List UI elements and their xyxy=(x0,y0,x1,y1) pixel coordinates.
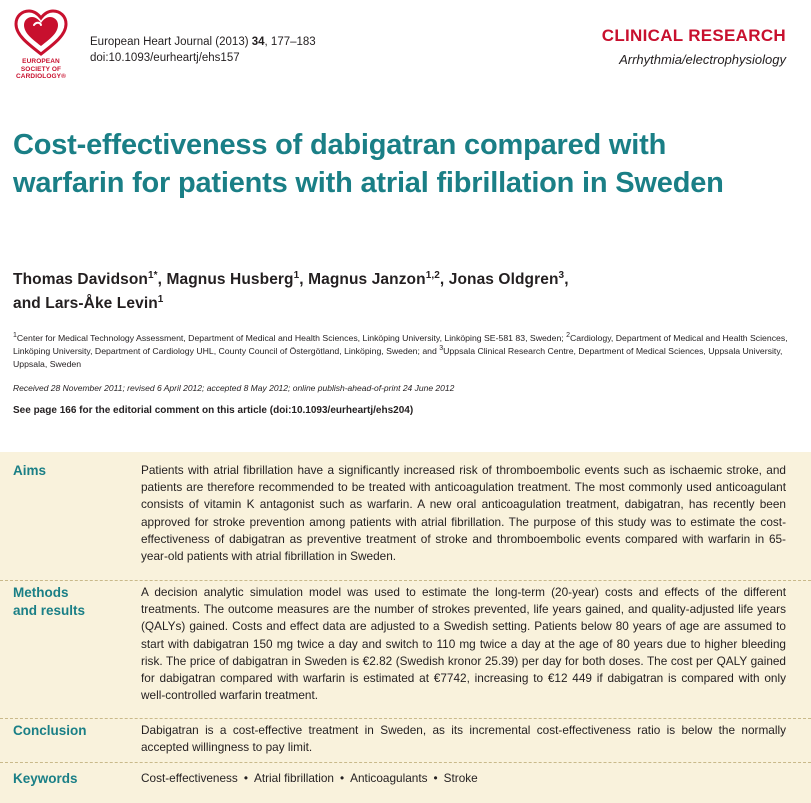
heart-icon xyxy=(10,8,72,58)
keywords-list xyxy=(141,770,786,787)
journal-doi: doi:10.1093/eurheartj/ehs157 xyxy=(90,52,240,64)
logo-text: EUROPEAN SOCIETY OF CARDIOLOGY® xyxy=(16,58,66,80)
journal-citation: European Heart Journal (2013) 34, 177–183 xyxy=(90,36,316,48)
esc-logo xyxy=(10,8,72,83)
aims-text: Patients with atrial fibrillation have a significantly increased risk of thromboembolic events such as ischaemic stroke, and patients are therefore recommended to be treated with anticoagulation treatment. The most commonly used anticoagulant consists of vitamin K antagonist such as warfarin. A new oral anticoagulation treatment, dabigatran, has recently been approved for stroke prevention among patients with atrial fibrillation. The purpose of this study was to estimate the cost-effectiveness of dabigatran as preventive treatment of stroke and thromboembolic events compared with warfarin in 65-year-old patients with atrial fibrillation in Sweden. xyxy=(141,463,786,564)
bullet-icon: • xyxy=(433,771,438,785)
author: Jonas Oldgren$^3$, xyxy=(448,269,569,288)
affiliation: $^2$Cardiology, Department of Medical and Health Sciences, Linköping University, Department of Cardiology UHL, County Council of Östergötland, Linköping, Sweden; and xyxy=(13,332,788,356)
bullet-icon: • xyxy=(339,771,345,785)
affiliations xyxy=(13,332,793,371)
affiliation: $^1$Center for Medical Technology Assessment, Department of Medical and Health Sciences, Linköping University, Linköping SE-581 83, Sweden; xyxy=(13,332,567,343)
article-title: Cost-effectiveness of dabigatran compared with warfarin for patients with atrial fibrillation in Sweden xyxy=(13,129,724,199)
bullet-icon: • xyxy=(243,771,248,785)
section-divider xyxy=(0,718,811,719)
journal-info xyxy=(90,34,316,66)
section-divider xyxy=(0,762,811,763)
editorial-comment-note: See page 166 for the editorial comment on this article (doi:10.1093/eurheartj/ehs204) xyxy=(13,405,414,416)
section-divider xyxy=(0,580,811,581)
author-list xyxy=(13,268,773,316)
editorial-page-link[interactable]: 166 xyxy=(59,405,77,416)
section-subtitle: Arrhythmia/electrophysiology xyxy=(619,52,786,67)
affiliation: $^3$Uppsala Clinical Research Centre, Department of Medical Sciences, Uppsala University, Uppsala, Sweden xyxy=(13,345,783,369)
aims-label: Aims xyxy=(13,463,47,478)
section-title: CLINICAL RESEARCH xyxy=(601,26,786,45)
keyword: Stroke xyxy=(443,771,478,785)
methods-text: A decision analytic simulation model was used to estimate the long-term (20-year) costs and effects of the different treatments. The outcome measures are the number of strokes prevented, life years gained, and quality-adjusted life years (QALYs) gained. Costs and effect data are adjusted to a Swedish setting. Patients below 80 years of age are assumed to start with dabigatran 150 mg twice a day and switch to 110 mg twice a day at the age of 80 years due to higher bleeding risk. The price of dabigatran in Sweden is €2.82 (Swedish kronor 25.39) per day for both doses. The cost per QALY gained for dabigatran compared with warfarin is estimated at €7742, increasing to €12 449 if dabigatran is compared with only well-controlled warfarin treatment. xyxy=(141,585,786,703)
section-label xyxy=(602,26,786,67)
structured-abstract xyxy=(0,452,811,803)
author: Thomas Davidson$^{1*}$, xyxy=(13,269,167,288)
keyword: Cost-effectiveness xyxy=(141,771,238,785)
author: Magnus Janzon$^{1,2}$, xyxy=(308,269,449,288)
methods-label: Methods and results xyxy=(13,585,86,618)
article-dates: Received 28 November 2011; revised 6 April 2012; accepted 8 May 2012; online publish-ahead-of-print 24 June 2012 xyxy=(13,383,455,393)
journal-volume: 34 xyxy=(251,36,265,48)
keywords-label: Keywords xyxy=(13,771,78,786)
author: Magnus Husberg$^1$, xyxy=(166,269,309,288)
author: and Lars-Åke Levin$^1$ xyxy=(13,293,164,312)
keyword: Anticoagulants xyxy=(350,771,428,785)
conclusion-label: Conclusion xyxy=(13,723,87,738)
conclusion-text: Dabigatran is a cost-effective treatment in Sweden, as its incremental cost-effectiveness ratio is below the normally accepted willingness to pay limit. xyxy=(141,723,786,755)
keyword: Atrial fibrillation xyxy=(253,771,334,785)
